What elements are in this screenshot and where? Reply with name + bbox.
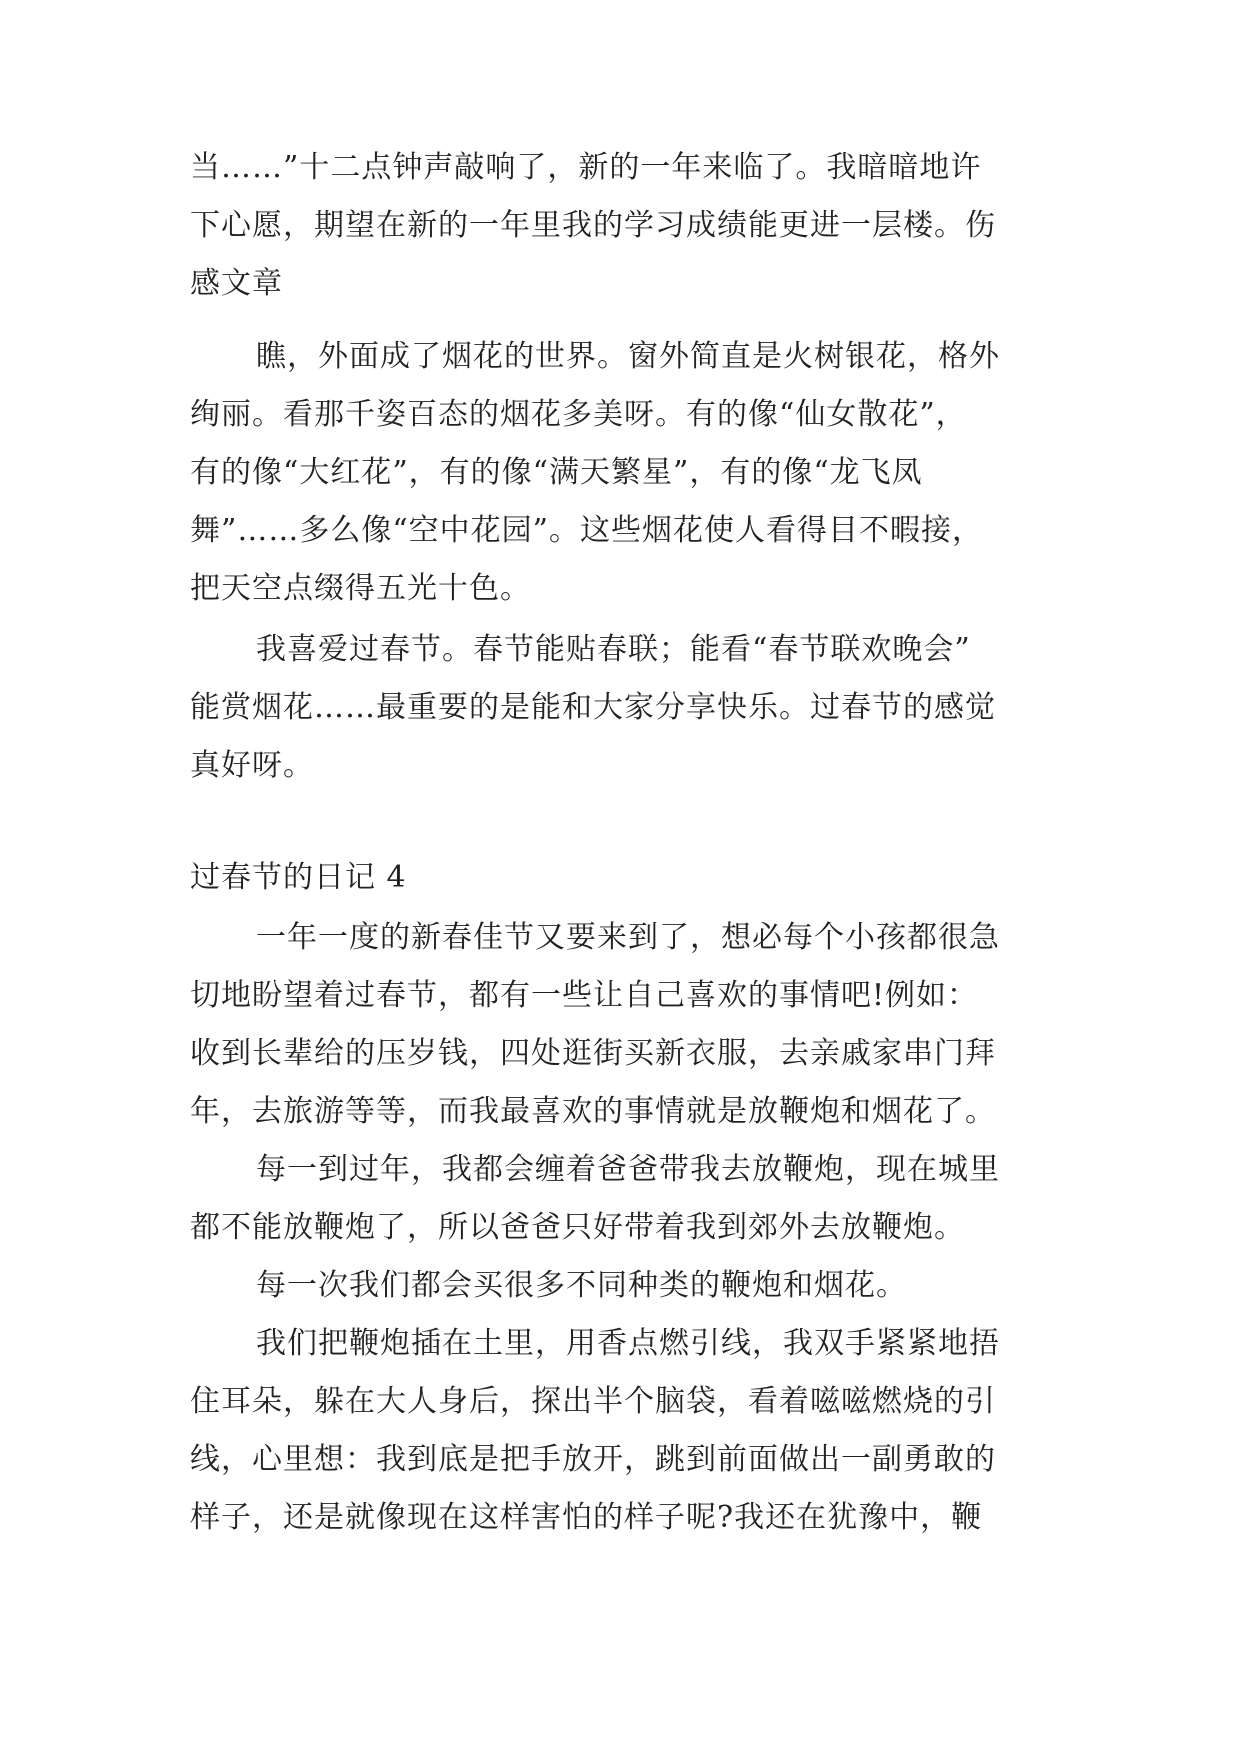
text-line: 有的像“大红花”，有的像“满天繁星”，有的像“龙飞凤 bbox=[190, 455, 923, 490]
text-line: 住耳朵，躲在大人身后，探出半个脑袋，看着嗞嗞燃烧的引 bbox=[190, 1384, 996, 1419]
text-line: 把天空点缀得五光十色。 bbox=[190, 571, 531, 606]
paragraph-start-line: 我们把鞭炮插在土里，用香点燃引线，我双手紧紧地捂 bbox=[256, 1326, 1000, 1361]
text-line: 感文章 bbox=[190, 266, 283, 301]
paragraph-start-line: 一年一度的新春佳节又要来到了，想必每个小孩都很急 bbox=[256, 920, 1000, 955]
paragraph-start-line: 每一次我们都会买很多不同种类的鞭炮和烟花。 bbox=[256, 1268, 907, 1303]
text-line: 都不能放鞭炮了，所以爸爸只好带着我到郊外去放鞭炮。 bbox=[190, 1210, 965, 1245]
text-line: 收到长辈给的压岁钱，四处逛街买新衣服，去亲戚家串门拜 bbox=[190, 1036, 996, 1071]
paragraph-start-line: 每一到过年，我都会缠着爸爸带我去放鞭炮，现在城里 bbox=[256, 1152, 1000, 1187]
paragraph-start-line: 我喜爱过春节。春节能贴春联；能看“春节联欢晚会” bbox=[256, 632, 971, 667]
text-line: 线，心里想：我到底是把手放开，跳到前面做出一副勇敢的 bbox=[190, 1442, 996, 1477]
text-line: 年，去旅游等等，而我最喜欢的事情就是放鞭炮和烟花了。 bbox=[190, 1094, 996, 1129]
text-line: 下心愿，期望在新的一年里我的学习成绩能更进一层楼。伤 bbox=[190, 208, 996, 243]
section-heading: 过春节的日记 4 bbox=[190, 860, 407, 895]
paragraph-start-line: 瞧，外面成了烟花的世界。窗外简直是火树银花，格外 bbox=[256, 339, 1000, 374]
text-line: 能赏烟花……最重要的是能和大家分享快乐。过春节的感觉 bbox=[190, 690, 996, 725]
text-line: 舞”……多么像“空中花园”。这些烟花使人看得目不暇接， bbox=[190, 513, 984, 548]
text-line: 样子，还是就像现在这样害怕的样子呢?我还在犹豫中，鞭 bbox=[190, 1500, 983, 1535]
text-line: 当……”十二点钟声敲响了，新的一年来临了。我暗暗地许 bbox=[190, 150, 982, 185]
text-line: 切地盼望着过春节，都有一些让自己喜欢的事情吧!例如： bbox=[190, 978, 979, 1013]
text-line: 真好呀。 bbox=[190, 748, 314, 783]
text-line: 绚丽。看那千姿百态的烟花多美呀。有的像“仙女散花”， bbox=[190, 397, 967, 432]
